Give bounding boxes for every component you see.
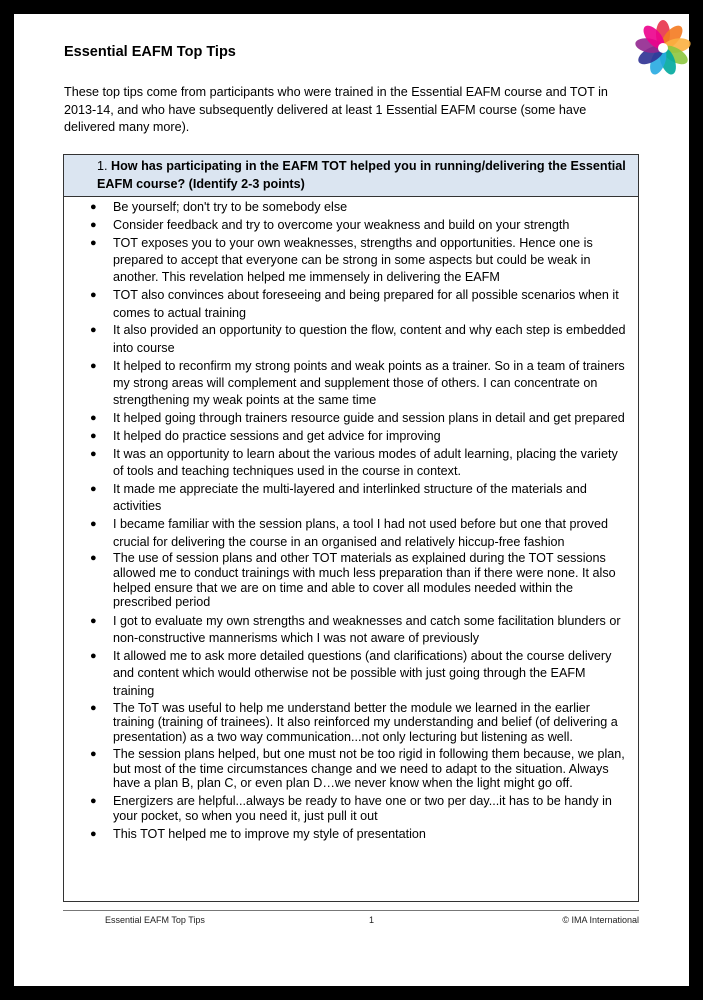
- tip-text: It allowed me to ask more detailed questions (and clarifications) about the course delivery and content which would otherwise not be possible with just going through the EAFM training: [113, 649, 612, 698]
- tip-item: [64, 701, 628, 745]
- tip-item: [64, 410, 628, 427]
- question-header: [64, 155, 638, 197]
- footer-copyright: © IMA International: [562, 915, 639, 925]
- bullet-dot-icon: ●: [90, 552, 97, 565]
- bullet-dot-icon: ●: [90, 447, 97, 460]
- bullet-dot-icon: ●: [90, 218, 97, 231]
- intro-paragraph: These top tips come from participants who were trained in the Essential EAFM course and TOT in 2013-14, and who have subsequently delivered at least 1 Essential EAFM course (some have delivered many more).: [64, 85, 608, 134]
- page-footer: [63, 910, 639, 925]
- tip-item: [64, 648, 628, 700]
- tip-item: [64, 747, 628, 791]
- flower-logo-icon: [631, 16, 695, 80]
- question-number: 1.: [97, 159, 108, 173]
- tip-text: Energizers are helpful...always be ready to have one or two per day...it has to be handy in your pocket, so when you need it, just pull it out: [113, 794, 612, 823]
- document-title: Essential EAFM Top Tips: [64, 44, 236, 60]
- tip-text: It helped going through trainers resource guide and session plans in detail and get prepared: [113, 411, 625, 426]
- tip-item: [64, 428, 628, 445]
- footer-title: Essential EAFM Top Tips: [105, 915, 205, 925]
- bullet-dot-icon: ●: [90, 483, 97, 496]
- bullet-dot-icon: ●: [90, 828, 97, 841]
- footer-page-number: 1: [369, 915, 375, 925]
- tip-text: TOT also convinces about foreseeing and being prepared for all possible scenarios when it comes to actual training: [113, 288, 619, 320]
- tip-text: The use of session plans and other TOT materials as explained during the TOT sessions allowed me to conduct trainings with much less preparation than if there were none. It also helped ensure that we are on time and able to cover all modules needed within the prescribed period: [113, 551, 616, 610]
- tip-item: [64, 794, 628, 823]
- tip-text: It made me appreciate the multi-layered and interlinked structure of the materials and activities: [113, 482, 587, 514]
- bullet-dot-icon: ●: [90, 412, 97, 425]
- tip-text: This TOT helped me to improve my style of presentation: [113, 827, 426, 842]
- tip-item: [64, 199, 628, 216]
- tip-text: It helped to reconfirm my strong points and weak points as a trainer. So in a team of trainers my strong areas will complement and supplement those of others. I can concentrate on strengthening my weak points at the same time: [113, 358, 625, 408]
- bullet-dot-icon: ●: [90, 650, 97, 663]
- tip-item: [64, 613, 628, 648]
- logo-center: [658, 43, 668, 53]
- bullet-dot-icon: ●: [90, 430, 97, 443]
- tip-item: [64, 516, 628, 551]
- document-page: [14, 14, 689, 986]
- bullet-dot-icon: ●: [90, 614, 97, 627]
- bullet-dot-icon: ●: [90, 795, 97, 808]
- tip-item: [64, 358, 628, 410]
- tip-item: [64, 826, 628, 843]
- tip-text: Be yourself; don't try to be somebody else: [113, 200, 348, 214]
- bullet-dot-icon: ●: [90, 201, 97, 213]
- tip-item: [64, 446, 628, 481]
- tip-text: The ToT was useful to help me understand better the module we learned in the earlier training (training of trainees). It also reinforced my understanding and belief (of delivering a presentation) as a two way communication...not only lecturing but listening as well.: [113, 700, 618, 744]
- tip-item: [64, 481, 628, 516]
- bullet-dot-icon: ●: [90, 748, 97, 761]
- tip-text: It also provided an opportunity to question the flow, content and why each step is embedded into course: [113, 323, 626, 355]
- tip-item: [64, 322, 628, 357]
- tip-item: [64, 551, 628, 609]
- bullet-dot-icon: ●: [90, 701, 97, 714]
- question-table: [63, 154, 639, 902]
- tip-item: [64, 217, 628, 234]
- tip-text: Consider feedback and try to overcome your weakness and build on your strength: [113, 217, 570, 232]
- bullet-dot-icon: ●: [90, 289, 97, 302]
- bullet-dot-icon: ●: [90, 236, 97, 249]
- question-text: How has participating in the EAFM TOT helped you in running/delivering the Essential EAFM course? (Identify 2-3 points): [97, 159, 626, 191]
- tip-text: It helped do practice sessions and get advice for improving: [113, 429, 441, 444]
- tip-text: TOT exposes you to your own weaknesses, strengths and opportunities. Hence one is prepared to accept that everyone can be strong in some aspects but could be weak in another. This revelation helped me immensely in delivering the EAFM: [113, 235, 593, 285]
- bullet-dot-icon: ●: [90, 518, 97, 531]
- bullet-dot-icon: ●: [90, 324, 97, 337]
- bullet-dot-icon: ●: [90, 359, 97, 372]
- tips-list: [64, 197, 638, 844]
- tip-text: It was an opportunity to learn about the various modes of adult learning, placing the variety of tools and teaching techniques used in the course in context.: [113, 446, 618, 479]
- tip-text: I became familiar with the session plans, a tool I had not used before but one that proved crucial for delivering the course in an organised and relatively hiccup-free fashion: [113, 517, 608, 549]
- tip-item: [64, 287, 628, 322]
- tip-item: [64, 235, 628, 287]
- tip-text: The session plans helped, but one must not be too rigid in following them because, we plan, but most of the time circumstances change and we need to adapt to the situation. Always have a plan B, plan C, or even plan D…we never know when the light might go off.: [113, 747, 625, 791]
- tip-text: I got to evaluate my own strengths and weaknesses and catch some facilitation blunders or non-constructive mannerisms which I was not aware of previously: [113, 613, 621, 646]
